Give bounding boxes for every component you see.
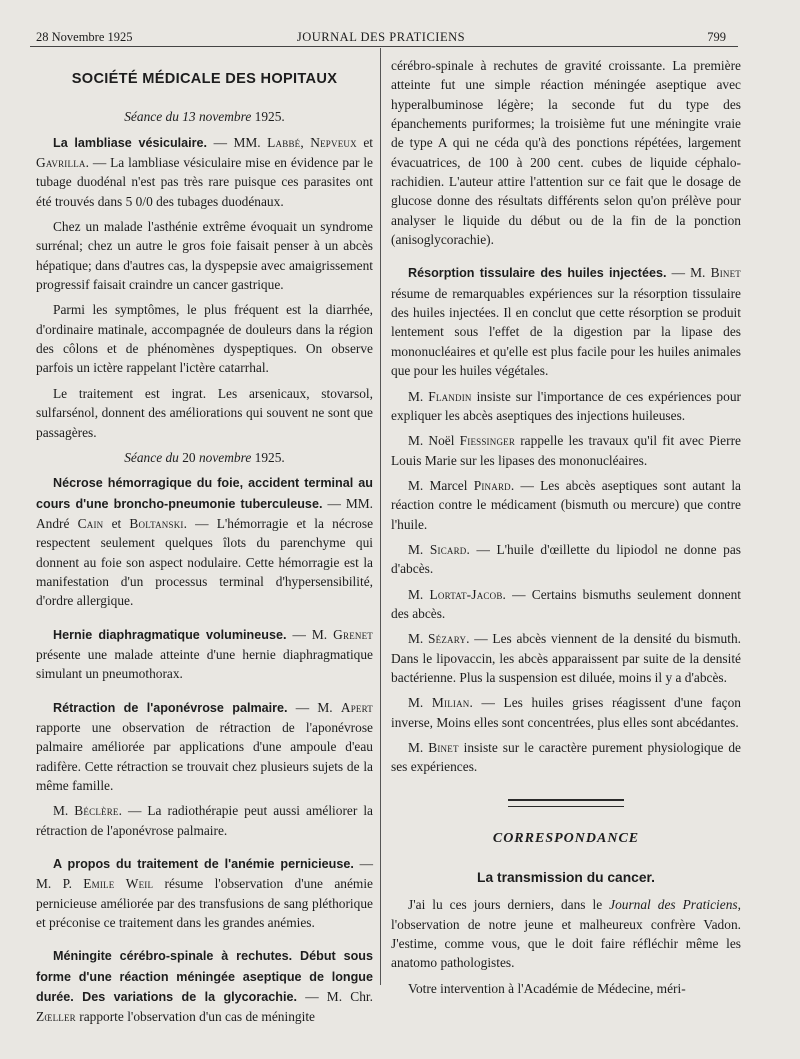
issue-date: 28 Novembre 1925 (36, 30, 133, 44)
author-name: Cain (77, 515, 104, 531)
author-name: Milian (431, 695, 470, 711)
paragraph: Le traitement est ingrat. Les arsenicaux, stovarsol, sulfarsénol, donnent des améliorations qui souvent ne sont que passagères. (36, 385, 373, 440)
section-title: SOCIÉTÉ MÉDICALE DES HOPITAUX (71, 71, 338, 87)
letter-title: La transmission du cancer. (477, 870, 655, 886)
right-column (391, 56, 741, 1004)
correspondance-heading: CORRESPONDANCE (492, 830, 640, 846)
article-title: Nécrose hémorragique du foie, accident terminal au cours d'une broncho-pneumonie tuberculeuse. (36, 476, 373, 511)
meningite-continuation: cérébro-spinale à rechutes de gravité croissante. La première atteinte fut une simple réaction méningée aseptique avec hyperalbuminose légère; la seconde fut du type des épanchements puriformes; la troisième fut une méningite vraie de type A qui ne céda qu'à des ponctions répétées, largement évacuatrices, de 100 à 200 cent. cubes de liquide céphalo-rachidien. L'auteur attire l'attention sur ce fait que le dosage de glucose donne des résultats différents selon qu'on prélève pour analyser le liquide du début ou de la fin de la ponction (anisoglycorachie). (391, 58, 741, 248)
column-divider (380, 48, 381, 985)
article-title: A propos du traitement de l'anémie pernicieuse. (53, 857, 354, 872)
running-header (36, 26, 726, 48)
letter-paragraph: Votre intervention à l'Académie de Médecine, méri- (408, 980, 686, 996)
seance-heading-1 (36, 107, 373, 126)
article-title: Rétraction de l'aponévrose palmaire. (53, 700, 288, 715)
author-name: Binet (428, 740, 459, 755)
article-resorption: Résorption tissulaire des huiles injectées. — M. Binet résume de remarquables expériences sur la résorption tissulaire des huiles injectées. Il en conclut que cette résorption se produit lentement sous l'effet de la digestion par la lipase des mononucléaires et qu'elle est plus facile pour les huiles animales que pour les huiles végétales. (391, 265, 741, 379)
author-name: Labbé (267, 134, 301, 150)
article-hernie: Hernie diaphragmatique volumineuse. — M. Grenet présente une malade atteinte d'une hernie diaphragmatique simulant un pneumothorax. (36, 626, 373, 682)
article-anemie: A propos du traitement de l'anémie pernicieuse. — M. P. Emile Weil résume l'observation d'une anémie pernicieuse améliorée par des transfusions de sang pléthorique et préconise ce traitement dans les grandes anémies. (36, 856, 373, 931)
article-text: résume de remarquables expériences sur la résorption tissulaire des huiles injectées. Il en conclut que cette résorption se produit lentement sous l'effet de la digestion par la lipase des mononucléaires et qu'elle est plus facile pour les huiles animales que pour les huiles végétales. (391, 285, 741, 379)
author-name: Grenet (333, 626, 373, 642)
author-name: Fiessinger (459, 433, 516, 449)
author-name: Sicard (429, 541, 467, 557)
author-name: Apert (340, 699, 373, 715)
comment-fiessinger: M. Noël Fiessinger rappelle les travaux qu'il fit avec Pierre Louis Marie sur les lipases des mononucléaires. (391, 433, 741, 468)
author-name: Gavrilla (36, 155, 86, 171)
comment-lortat-jacob: M. Lortat-Jacob. — Certains bismuths seulement donnent des abcès. (391, 586, 741, 621)
author-name: Boltanski (129, 515, 184, 531)
letter-paragraph: J'ai lu ces jours derniers, dans le Journal des Praticiens, l'observation de notre jeune et malheureux confrère Vadon. J'estime, comme vous, que le doit faire réfléchir même les anatomo pathologistes. (391, 897, 741, 971)
page-number: 799 (707, 30, 726, 44)
author-name: Lortat-Jacob (429, 586, 503, 602)
left-column (36, 56, 373, 1033)
seance-heading-2: Séance du 20 novembre 1925. (124, 449, 285, 465)
seance-label: Séance du 13 novembre (124, 109, 252, 125)
article-lambliase: La lambliase vésiculaire. — MM. Labbé, Nepveux et Gavrilla. — La lambliase vésiculaire mise en évidence par le tubage duodénal n'est pas très rare puisque ces parasites ont été trouvés dans 5 0/0 des tubages duodénaux. (36, 134, 373, 209)
article-title: Résorption tissulaire des huiles injectées. (408, 266, 667, 281)
comment-pinard: M. Marcel Pinard. — Les abcès aseptiques sont autant la réaction contre le médicament (bismuth ou mercure) que contre l'huile. (391, 477, 741, 532)
author-name: Flandin (428, 388, 472, 404)
article-retraction: Rétraction de l'aponévrose palmaire. — M. Apert rapporte une observation de rétraction de l'aponévrose palmaire améliorée par applications d'une ampoule d'eau radifère. Cette rétraction se trouvait chez plusieurs sujets de la même famille. (36, 699, 373, 793)
article-meningite: Méningite cérébro-spinale à rechutes. Début sous forme d'une réaction méningée aseptique de longue durée. Des variations de la glycorachie. — M. Chr. Zœller rapporte l'observation d'un cas de méningite (36, 949, 373, 1025)
comment-milian: M. Milian. — Les huiles grises réagissent d'une façon inverse, Moins elles sont concentrées, plus elles sont abcédantes. (391, 695, 741, 730)
article-necrose: Nécrose hémorragique du foie, accident terminal au cours d'une broncho-pneumonie tuberculeuse. — MM. André Cain et Boltanski. — L'hémorragie et la nécrose respectent seulement quelques îlots du parenchyme qui donnent au foie son aspect nodulaire. Cette hémorragie est la manifestation d'un processus terminal d'hypersensibilité, d'ordre allergique. (36, 476, 374, 609)
author-name: Sézary (428, 631, 467, 647)
article-title: Hernie diaphragmatique volumineuse. (53, 627, 287, 642)
comment-flandin: M. Flandin insiste sur l'importance de ces expériences pour expliquer les abcès aseptiques des injections huileuses. (391, 388, 741, 423)
article-text: présente une malade atteinte d'une hernie diaphragmatique simulant un pneumothorax. (36, 646, 373, 682)
article-text: rapporte l'observation d'un cas de méningite (75, 1009, 315, 1025)
author-name: Pinard (473, 477, 511, 493)
seance-year: 1925. (251, 109, 285, 125)
article-title: Méningite cérébro-spinale à rechutes. Début sous forme d'une réaction méningée aseptique de longue durée. Des variations de la glycorachie. (36, 949, 373, 1005)
author-name: Nepveux (310, 134, 357, 150)
journal-reference: Journal des Praticiens (609, 897, 738, 913)
author-name: Béclère (74, 803, 119, 819)
header-rule (30, 46, 738, 47)
author-name: Binet (710, 265, 741, 281)
article-text: . — La lambliase vésiculaire mise en évidence par le tubage duodénal n'est pas très rare puisque ces parasites ont été trouvés dans 5 0/0 des tubages duodénaux. (36, 155, 373, 209)
article-text: résume l'observation d'une anémie pernicieuse améliorée par des transfusions de sang pléthorique et préconise ce traitement dans les grandes anémies. (36, 876, 373, 931)
comment-binet: M. Binet insiste sur le caractère purement physiologique de ses expériences. (391, 740, 741, 775)
comment-beclere: M. Béclère. — La radiothérapie peut aussi améliorer la rétraction de l'aponévrose palmaire. (36, 803, 374, 838)
section-ornament (508, 799, 624, 807)
article-text: rapporte une observation de rétraction de l'aponévrose palmaire améliorée par applications d'une ampoule d'eau radifère. Cette rétraction se trouvait chez plusieurs sujets de la même famille. (36, 719, 373, 793)
author-name: Zœller (36, 1009, 76, 1025)
article-text: . — L'hémorragie et la nécrose respectent seulement quelques îlots du parenchyme qui donnent au foie son aspect nodulaire. Cette hémorragie est la manifestation d'un processus terminal d'hypersensibilité, d'ordre allergique. (36, 515, 374, 609)
paragraph: Parmi les symptômes, le plus fréquent est la diarrhée, d'ordinaire matinale, accompagnée de douleurs dans la région des côlons et de phénomènes dyspeptiques. On observe parfois un ictère rappelant l'ictère catarrhal. (36, 302, 373, 376)
author-name: Emile Weil (83, 876, 154, 892)
paragraph: Chez un malade l'asthénie extrême évoquait un syndrome surrénal; chez un autre le gros foie faisait penser à un abcès hépatique; dans d'autres cas, la dyspepsie avec amaigrissement progressif faisait craindre un cancer gastrique. (36, 219, 373, 293)
comment-sezary: M. Sézary. — Les abcès viennent de la densité du bismuth. Dans le lipovaccin, les abcès apparaissent par suite de la densité bactérienne. Plus la suspension est diluée, moins il y a d'abcès. (391, 631, 741, 685)
journal-name: JOURNAL DES PRATICIENS (296, 30, 466, 44)
article-title: La lambliase vésiculaire. (53, 135, 208, 150)
comment-sicard: M. Sicard. — L'huile d'œillette du lipiodol ne donne pas d'abcès. (391, 541, 741, 577)
